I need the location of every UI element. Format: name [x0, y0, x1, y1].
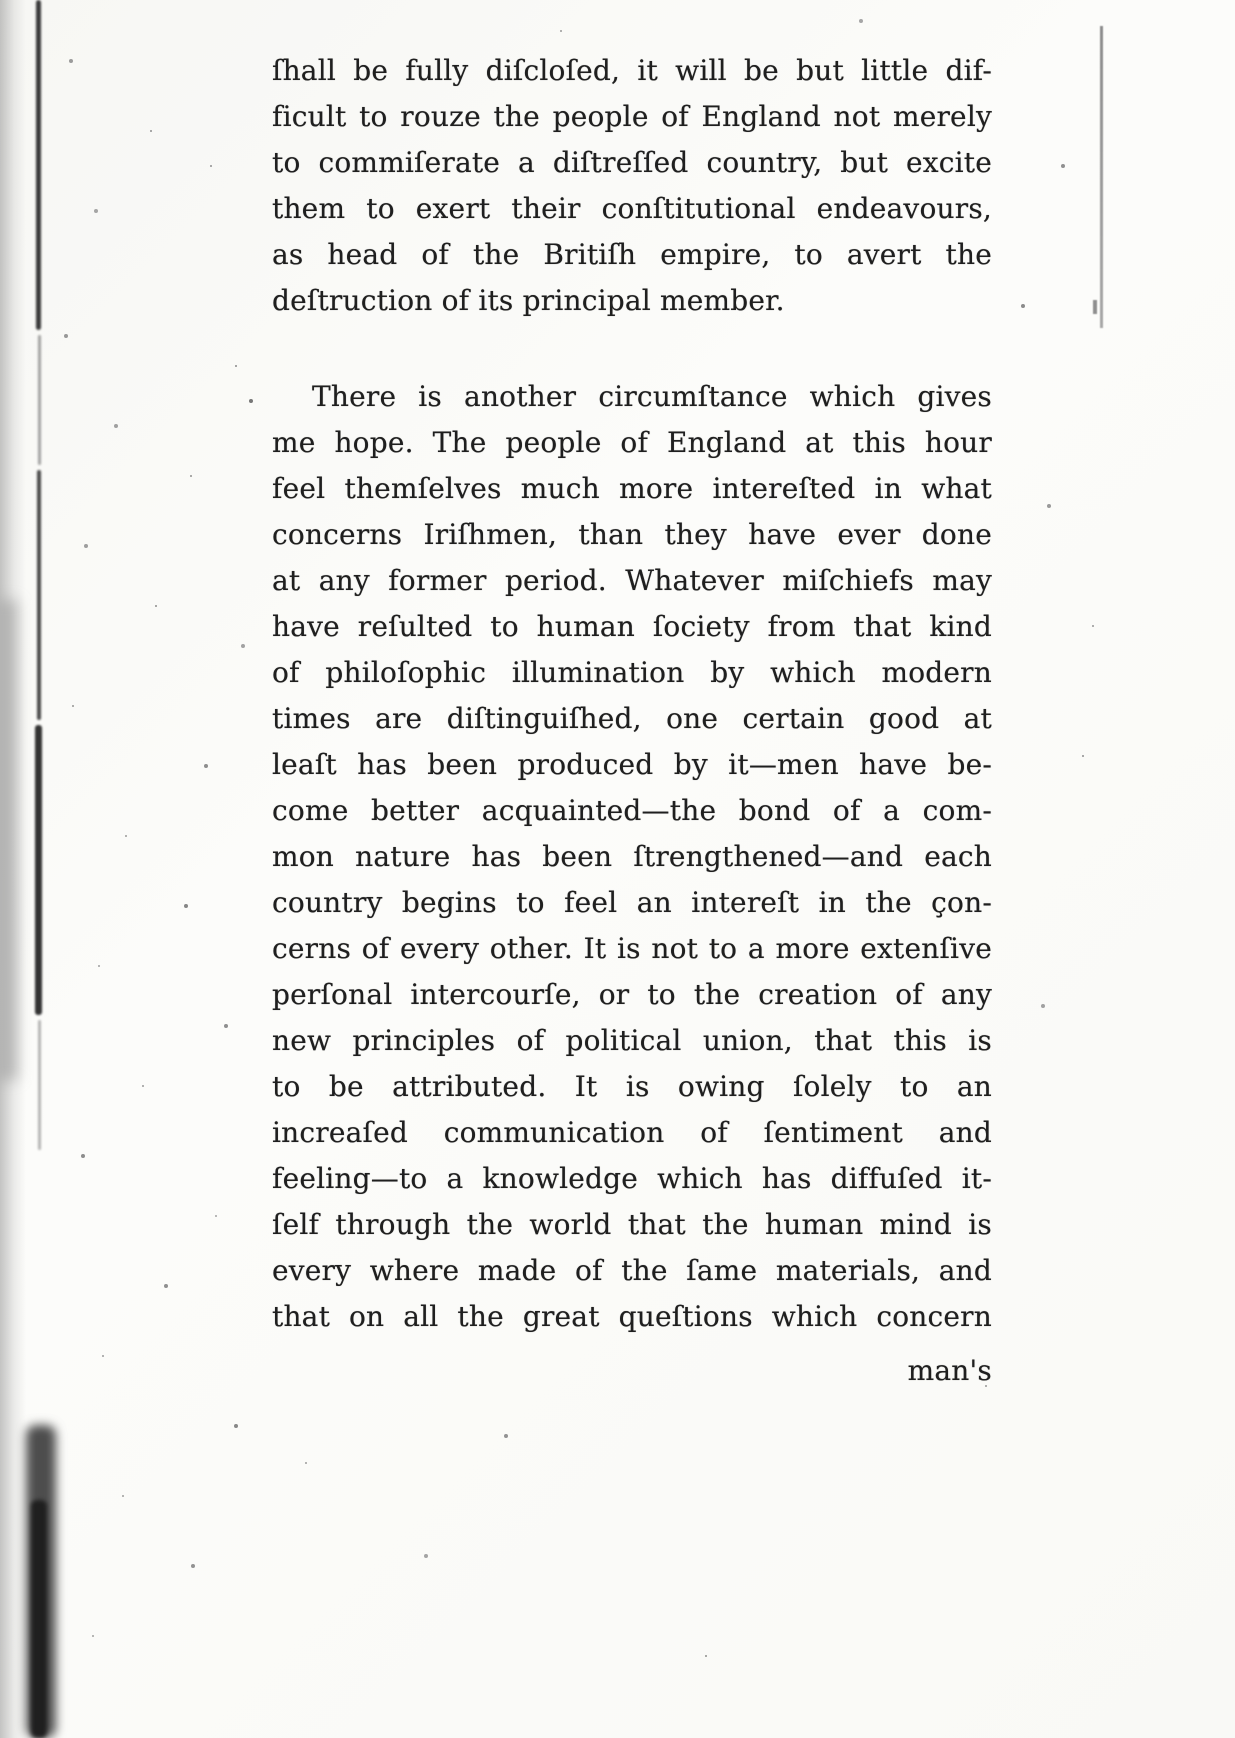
page-right-edge-mark [1093, 300, 1097, 314]
text-line: every where made of the ſame materials, and [272, 1254, 992, 1287]
text-line: leaſt has been produced by it—men have be- [272, 748, 992, 781]
text-line: ficult to rouze the people of England not merely [272, 100, 992, 133]
text-line: feeling—to a knowledge which has diffuſed it- [272, 1162, 992, 1195]
text-line: cerns of every other. It is not to a more extenſive [272, 932, 992, 965]
text-line: There is another circumſtance which gives [312, 380, 992, 413]
text-line: them to exert their conſtitutional endeavours, [272, 192, 992, 225]
text-line: me hope. The people of England at this hour [272, 426, 992, 459]
text-line: new principles of political union, that this is [272, 1024, 992, 1057]
binding-crease-line [38, 1020, 41, 1150]
text-line: come better acquainted—the bond of a com- [272, 794, 992, 827]
text-line: increaſed communication of ſentiment and [272, 1116, 992, 1149]
text-line: to commiſerate a diſtreſſed country, but excite [272, 146, 992, 179]
text-line: ſelf through the world that the human mind is [272, 1208, 992, 1241]
text-line: mon nature has been ſtrengthened—and each [272, 840, 992, 873]
binding-shadow-blob-core [31, 1500, 47, 1738]
text-line: country begins to feel an intereſt in the çon- [272, 886, 992, 919]
binding-crease-line [36, 0, 41, 330]
catchword: man's [907, 1354, 992, 1387]
text-line: of philoſophic illumination by which modern [272, 656, 992, 689]
page-text-block [272, 48, 992, 1394]
binding-crease-line [37, 470, 41, 720]
text-line: deſtruction of its principal member. [272, 284, 785, 317]
binding-crease-line [35, 725, 42, 1015]
paper-speckles [0, 0, 2, 2]
binding-crease-line [38, 335, 41, 465]
text-line: to be attributed. It is owing ſolely to an [272, 1070, 992, 1103]
text-line: perſonal intercourſe, or to the creation of any [272, 978, 992, 1011]
text-line: feel themſelves much more intereſted in what [272, 472, 992, 505]
text-line: have reſulted to human ſociety from that kind [272, 610, 992, 643]
text-line: that on all the great queſtions which concern [272, 1300, 992, 1333]
page-right-edge-line [1100, 26, 1103, 328]
paragraph [272, 374, 992, 1340]
page-left-edge-patch [0, 600, 18, 1080]
text-line: concerns Iriſhmen, than they have ever done [272, 518, 992, 551]
text-line: at any former period. Whatever miſchiefs may [272, 564, 992, 597]
paragraph [272, 48, 992, 324]
text-line: as head of the Britiſh empire, to avert the [272, 238, 992, 271]
text-line: times are diſtinguiſhed, one certain good at [272, 702, 992, 735]
text-line: ſhall be fully diſcloſed, it will be but little dif- [272, 54, 992, 87]
